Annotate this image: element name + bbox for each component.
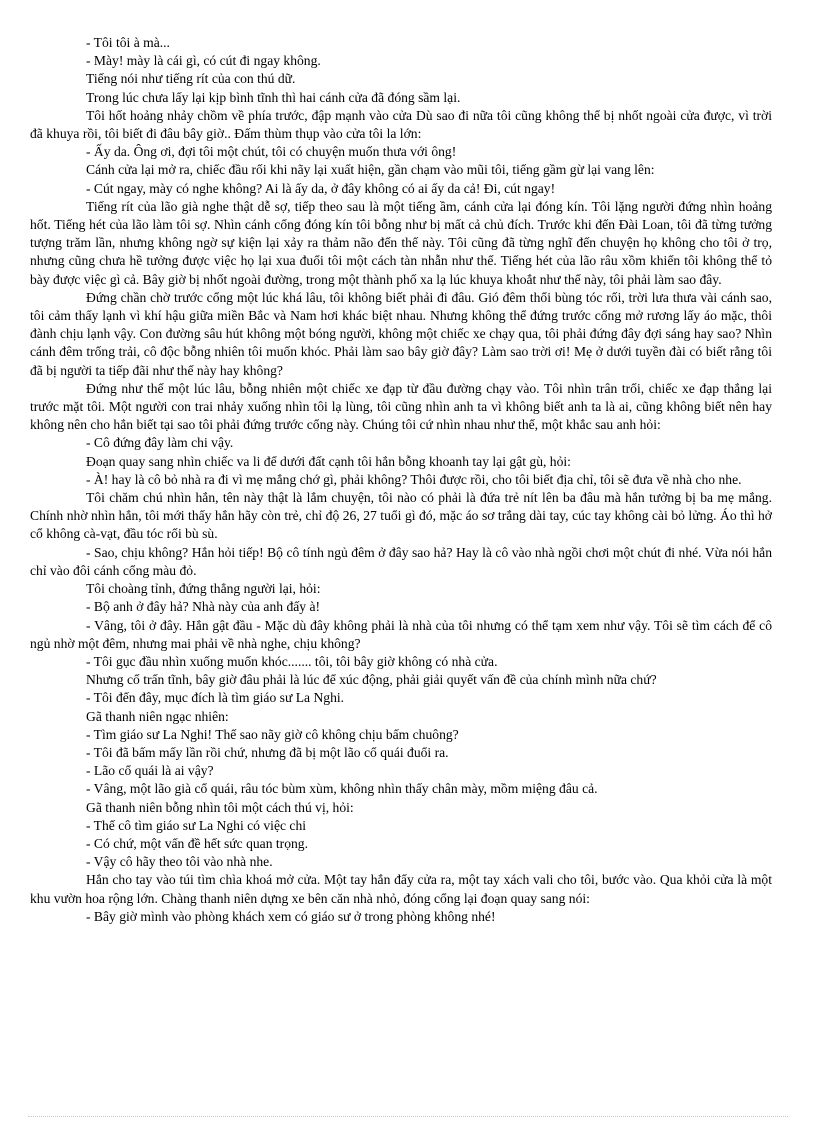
dialogue-line: - Vậy cô hãy theo tôi vào nhà nhe. bbox=[86, 854, 273, 870]
paragraph: - Vâng, tôi ở đây. Hắn gật đầu - Mặc dù đây không phải là nhà của tôi nhưng có thể tạm xem như vậy. Tôi sẽ tìm cách để cô ngủ nhờ một đêm, nhưng mai phải về nhà nghe, chịu không? bbox=[30, 617, 772, 651]
paragraph: Tôi hốt hoảng nhảy chồm về phía trước, đập mạnh vào cửa Dù sao đi nữa tôi cũng không thể bị nhốt ngoài cửa được, vì trời đã khuya rồi, tôi biết đi đâu bây giờ.. Đấm thùm thụp vào cửa tôi la lớn: bbox=[30, 107, 772, 142]
footer-divider bbox=[28, 1116, 788, 1117]
paragraph: Tôi choàng tỉnh, đứng thẳng người lại, hỏi: bbox=[86, 581, 321, 597]
dialogue-line: - Lão cổ quái là ai vậy? bbox=[86, 763, 214, 779]
dialogue-line: - Tôi gục đầu nhìn xuống muốn khóc....... tôi, tôi bây giờ không có nhà cửa. bbox=[86, 653, 498, 669]
paragraph: Trong lúc chưa lấy lại kịp bình tĩnh thì hai cánh cửa đã đóng sầm lại. bbox=[86, 89, 461, 105]
paragraph: Nhưng cố trấn tĩnh, bây giờ đâu phải là lúc để xúc động, phải giải quyết vấn đề của chính mình nữa chứ? bbox=[86, 672, 657, 688]
dialogue-line: - Bây giờ mình vào phòng khách xem có giáo sư ở trong phòng không nhé! bbox=[86, 908, 496, 924]
paragraph: Gã thanh niên ngạc nhiên: bbox=[86, 708, 229, 724]
dialogue-line: - Tìm giáo sư La Nghi! Thế sao nãy giờ cô không chịu bấm chuông? bbox=[86, 726, 459, 742]
paragraph: Đứng như thế một lúc lâu, bỗng nhiên một chiếc xe đạp từ đầu đường chạy vào. Tôi nhìn trân trối, chiếc xe đạp thắng lại trước mặt tôi. Một người con trai nhảy xuống nhìn tôi lạ lùng, tôi cũng nhìn anh ta vì không biết anh ta là ai, cũng không biết nên hay không nên cho hắn biết tại sao tôi phải đứng trước cổng này. Chúng tôi cứ nhìn nhau như thế, một khắc sau anh hỏi: bbox=[30, 380, 772, 433]
dialogue-line: - Có chứ, một vấn đề hết sức quan trọng. bbox=[86, 835, 308, 851]
dialogue-line: - Thế cô tìm giáo sư La Nghi có việc chi bbox=[86, 817, 307, 833]
dialogue-line: - Bộ anh ở đây hả? Nhà này của anh đấy à! bbox=[86, 599, 321, 615]
paragraph: Đoạn quay sang nhìn chiếc va li để dưới đất cạnh tôi hắn bỗng khoanh tay lại gật gù, hỏi: bbox=[86, 453, 571, 469]
paragraph: Tiếng rít của lão già nghe thật dễ sợ, tiếp theo sau là một tiếng ầm, cánh cửa lại đóng kín. Tôi lặng người đứng nhìn hoảng hốt. Tiếng hét của lão làm tôi sợ. Nhìn cánh cổng đóng kín tôi bỗng như bị mất cả chủ đích. Trước khi đến Đài Loan, tôi đã từng tưởng tượng trăm lần, nhưng không ngờ sự kiện lại xảy ra thảm não đến thế này. Tôi cũng đã từng nghĩ đến chuyện họ không cho tôi ở trọ, nhưng cũng chưa hề tưởng được việc họ lại xua đuổi tôi một cách tàn nhẫn như thế. Tiếng hét của lão râu xồm khiến tôi không thể tỏ bày được việc gì cả. Bây giờ bị nhốt ngoài đường, trong một thành phố xa lạ lúc khuya khoắt như thế này, tôi phải làm sao đây. bbox=[30, 198, 772, 287]
paragraph: - À! hay là cô bỏ nhà ra đi vì mẹ mắng chớ gì, phải không? Thôi được rồi, cho tôi biết địa chỉ, tôi sẽ đưa về nhà cho nhe. bbox=[86, 471, 742, 487]
dialogue-line: - Vâng, một lão già cổ quái, râu tóc bùm xùm, không nhìn thấy chân mày, mồm miệng đâu cả. bbox=[86, 781, 598, 797]
dialogue-line: - Cút ngay, mày có nghe không? Ai là ấy da, ở đây không có ai ấy da cả! Đi, cút ngay! bbox=[86, 180, 556, 196]
dialogue-line: - Ấy da. Ông ơi, đợi tôi một chút, tôi có chuyện muốn thưa với ông! bbox=[86, 144, 457, 160]
paragraph: Hắn cho tay vào túi tìm chìa khoá mở cửa. Một tay hắn đẩy cửa ra, một tay xách vali cho tôi, bước vào. Qua khỏi cửa là một khu vườn hoa rộng lớn. Chàng thanh niên dựng xe bên căn nhà nhỏ, đóng cổng lại đoạn quay sang nói: bbox=[30, 872, 772, 906]
dialogue-line: - Tôi đã bấm mấy lần rồi chứ, nhưng đã bị một lão cổ quái đuổi ra. bbox=[86, 744, 449, 760]
dialogue-line: - Tôi đến đây, mục đích là tìm giáo sư La Nghi. bbox=[86, 690, 345, 706]
paragraph: Tiếng nói như tiếng rít của con thú dữ. bbox=[86, 71, 296, 87]
paragraph: Đứng chần chờ trước cổng một lúc khá lâu, tôi không biết phải đi đâu. Gió đêm thổi bùng tóc rối, trời lưa thưa vài cánh sao, tôi cảm thấy lạnh vì khí hậu giữa miền Bắc và Nam hơi khác biệt nhau. Nhưng không thể đứng trước cổng mở rương lấy áo mặc, thôi đành chịu lạnh vậy. Con đường sâu hút không một bóng người, không một chiếc xe chạy qua, tôi phải đứng đây đợi sáng hay sao? Nhìn cánh đêm trống trải, cô độc bỗng nhiên tôi muốn khóc. Phải làm sao bây giờ đây? Làm sao trời ơi! Mẹ ở dưới tuyền đài có biết rằng tôi đã bị người ta tiếp đãi như thế này hay không? bbox=[30, 289, 772, 378]
document-body bbox=[30, 34, 772, 926]
paragraph: Gã thanh niên bỗng nhìn tôi một cách thú vị, hỏi: bbox=[86, 799, 354, 815]
paragraph: Cánh cửa lại mở ra, chiếc đầu rối khi nãy lại xuất hiện, gần chạm vào mũi tôi, tiếng gầm gừ lại vang lên: bbox=[86, 162, 655, 178]
paragraph: - Sao, chịu không? Hắn hỏi tiếp! Bộ cô tính ngủ đêm ở đây sao hả? Hay là cô vào nhà ngồi chơi một chút đi nhé. Vừa nói hắn chỉ vào đôi cánh cổng màu đỏ. bbox=[30, 544, 772, 578]
paragraph: Tôi chăm chú nhìn hắn, tên này thật là lắm chuyện, tôi nào có phải là đứa trẻ nít lên ba đâu mà hắn tưởng bị ba mẹ mắng. Chính nhờ nhìn hắn, tôi mới thấy hắn hãy còn trẻ, chỉ độ 26, 27 tuổi gì đó, mặc áo sơ trắng dài tay, cúc tay không cài bỏ lửng. Áo thì hở cổ không cà-vạt, đầu tóc rối bù sù. bbox=[30, 490, 772, 542]
dialogue-line: - Tôi tôi à mà... bbox=[86, 35, 170, 50]
dialogue-line: - Mày! mày là cái gì, có cút đi ngay không. bbox=[86, 53, 321, 69]
dialogue-line: - Cô đứng đây làm chi vậy. bbox=[86, 435, 234, 451]
